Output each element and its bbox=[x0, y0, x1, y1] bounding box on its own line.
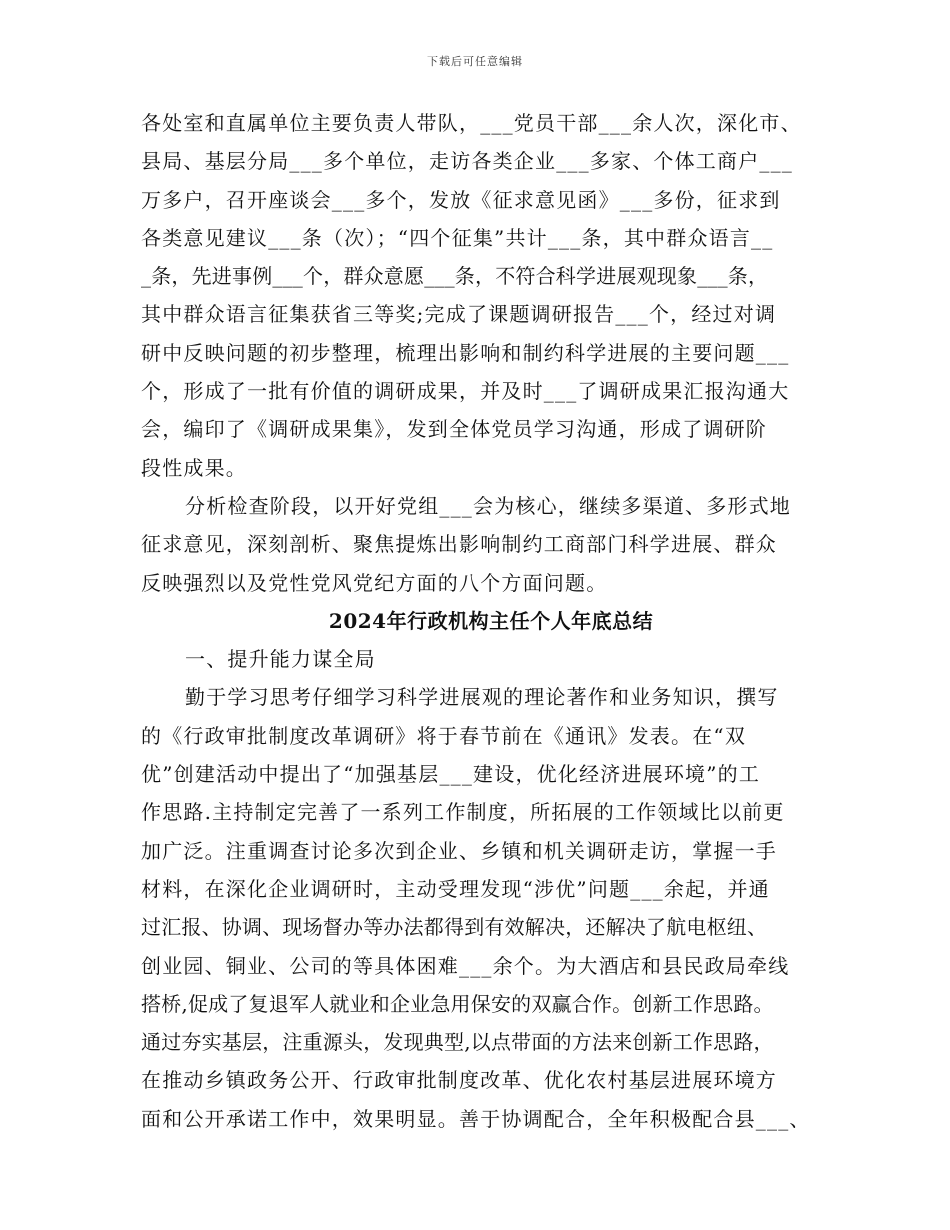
text-line: 过汇报、协调、现场督办等办法都得到有效解决，还解决了航电枢纽、 bbox=[141, 915, 768, 940]
text-line: 优”创建活动中提出了“加强基层___建设，优化经济进展环境”的工 bbox=[141, 762, 761, 787]
text-line: 在推动乡镇政务公开、行政审批制度改革、优化农村基层进展环境方 bbox=[141, 1068, 777, 1093]
page-header: 下载后可任意编辑 bbox=[427, 55, 523, 68]
document-body bbox=[141, 104, 821, 1138]
text-line: 面和公开承诺工作中，效果明显。善于协调配合，全年积极配合县___、 bbox=[141, 1106, 811, 1131]
text-line: 勤于学习思考仔细学习科学进展观的理论著作和业务知识，撰写 bbox=[185, 685, 779, 710]
text-line: 作思路.主持制定完善了一系列工作制度，所拓展的工作领域比以前更 bbox=[141, 800, 785, 825]
paragraph-2 bbox=[141, 487, 821, 602]
text-line: 个，形成了一批有价值的调研成果，并及时___了调研成果汇报沟通大 bbox=[141, 379, 790, 404]
text-line: _条，先进事例___个，群众意愿___条，不符合科学进展观现象___条， bbox=[141, 264, 769, 289]
paragraph-1 bbox=[141, 104, 821, 487]
document-title: 2024年行政机构主任个人年底总结 bbox=[328, 608, 654, 633]
text-line: 通过夯实基层，注重源头，发现典型,以点带面的方法来创新工作思路， bbox=[141, 1030, 774, 1055]
text-line: 县局、基层分局___多个单位，走访各类企业___多家、个体工商户___ bbox=[141, 149, 793, 174]
text-line: 搭桥,促成了复退军人就业和企业急用保安的双赢合作。创新工作思路。 bbox=[141, 991, 774, 1016]
text-line: 各类意见建议___条（次）；“四个征集”共计___条，其中群众语言__ bbox=[141, 225, 774, 250]
paragraph-3 bbox=[141, 678, 821, 1138]
text-line: 万多户，召开座谈会___多个，发放《征求意见函》___多份，征求到 bbox=[141, 187, 781, 212]
text-line: 反映强烈以及党性党风党纪方面的八个方面问题。 bbox=[141, 570, 608, 595]
text-line: 研中反映问题的初步整理，梳理出影响和制约科学进展的主要问题___ bbox=[141, 340, 790, 365]
text-line: 分析检查阶段，以开好党组___会为核心，继续多渠道、多形式地 bbox=[185, 493, 791, 518]
section-heading: 一、提升能力谋全局 bbox=[185, 647, 376, 672]
text-line: 段性成果。 bbox=[141, 455, 247, 480]
text-line: 会，编印了《调研成果集》，发到全体党员学习沟通，形成了调研阶 bbox=[141, 417, 767, 442]
text-line: 加广泛。注重调查讨论多次到企业、乡镇和机关调研走访，掌握一手 bbox=[141, 838, 777, 863]
text-line: 的《行政审批制度改革调研》将于春节前在《通讯》发表。在“双 bbox=[141, 723, 747, 748]
text-line: 创业园、铜业、公司的等具体困难___余个。为大酒店和县民政局牵线 bbox=[141, 953, 790, 978]
text-line: 其中群众语言征集获省三等奖;完成了课题调研报告___个，经过对调 bbox=[141, 302, 777, 327]
text-line: 征求意见，深刻剖析、聚焦提炼出影响制约工商部门科学进展、群众 bbox=[141, 532, 777, 557]
text-line: 材料，在深化企业调研时，主动受理发现“涉优”问题___余起，并通 bbox=[141, 876, 770, 901]
text-line: 各处室和直属单位主要负责人带队，___党员干部___余人次，深化市、 bbox=[141, 111, 802, 135]
